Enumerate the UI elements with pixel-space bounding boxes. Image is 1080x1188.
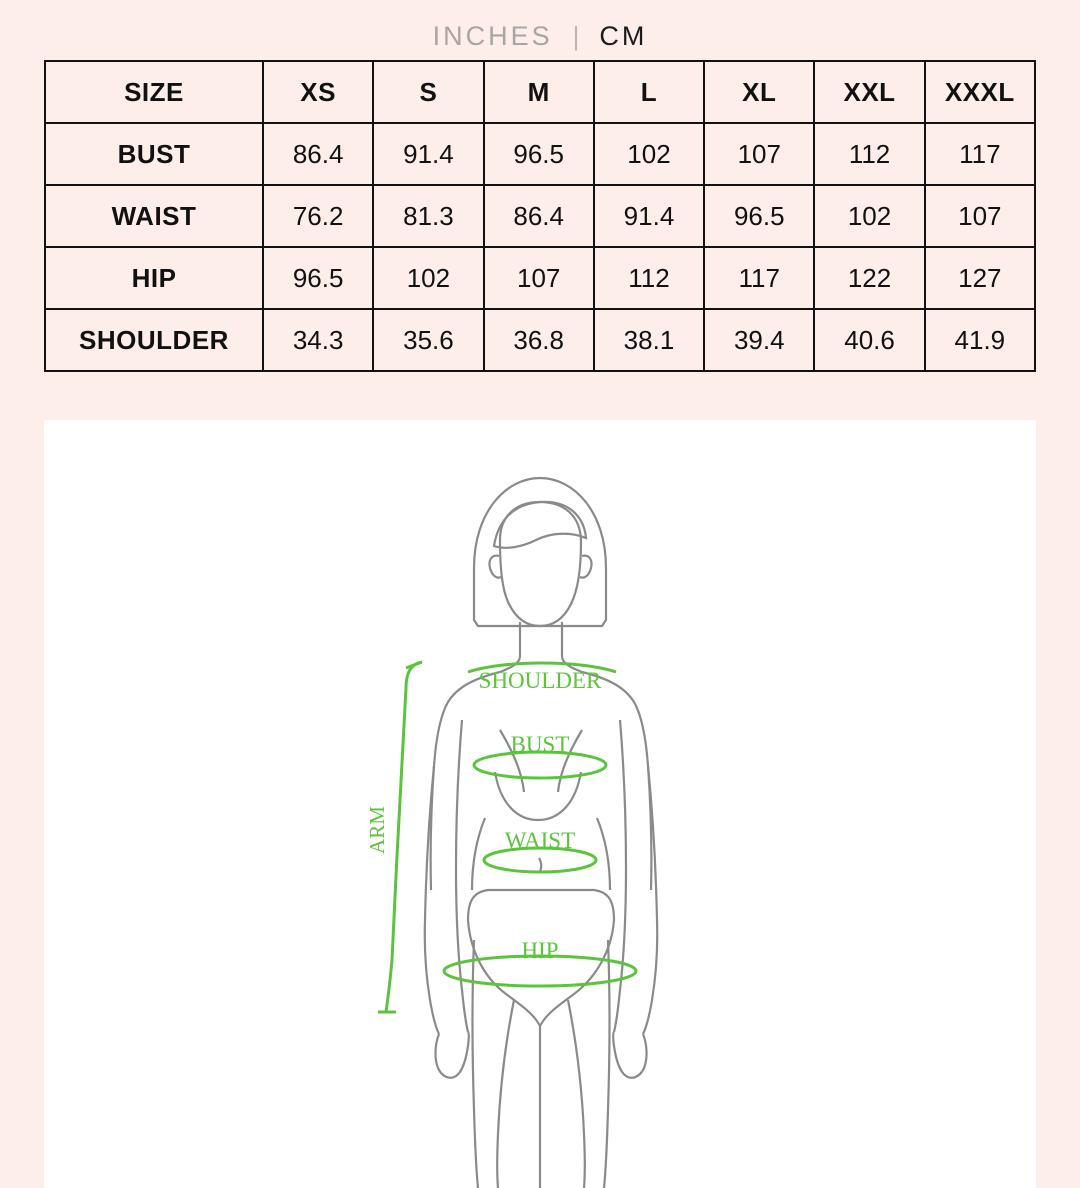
cell-shoulder-s: 35.6 xyxy=(373,309,483,371)
body-measurement-figure xyxy=(44,420,1036,1188)
header-xxl: XXL xyxy=(814,61,924,123)
cell-shoulder-xxxl: 41.9 xyxy=(925,309,1035,371)
cell-hip-xl: 117 xyxy=(704,247,814,309)
table-row xyxy=(45,185,1035,247)
cell-shoulder-xl: 39.4 xyxy=(704,309,814,371)
cell-hip-xxl: 122 xyxy=(814,247,924,309)
row-label-shoulder: SHOULDER xyxy=(45,309,263,371)
label-bust: BUST xyxy=(510,732,570,757)
cell-hip-l: 112 xyxy=(594,247,704,309)
header-s: S xyxy=(373,61,483,123)
cell-shoulder-xxl: 40.6 xyxy=(814,309,924,371)
row-label-waist: WAIST xyxy=(45,185,263,247)
cell-waist-s: 81.3 xyxy=(373,185,483,247)
cell-hip-xs: 96.5 xyxy=(263,247,373,309)
cell-waist-xl: 96.5 xyxy=(704,185,814,247)
cell-bust-xxl: 112 xyxy=(814,123,924,185)
cell-waist-m: 86.4 xyxy=(484,185,594,247)
table-row xyxy=(45,247,1035,309)
header-xxxl: XXXL xyxy=(925,61,1035,123)
arm-measure-line xyxy=(386,662,422,1012)
table-row xyxy=(45,123,1035,185)
cell-shoulder-m: 36.8 xyxy=(484,309,594,371)
cell-bust-m: 96.5 xyxy=(484,123,594,185)
table-row xyxy=(45,309,1035,371)
cell-bust-xxxl: 117 xyxy=(925,123,1035,185)
header-l: L xyxy=(594,61,704,123)
cell-bust-l: 102 xyxy=(594,123,704,185)
size-table xyxy=(44,60,1036,372)
header-xs: XS xyxy=(263,61,373,123)
cell-hip-m: 107 xyxy=(484,247,594,309)
unit-cm-option[interactable]: CM xyxy=(599,20,648,51)
row-label-bust: BUST xyxy=(45,123,263,185)
cell-bust-xl: 107 xyxy=(704,123,814,185)
header-xl: XL xyxy=(704,61,814,123)
label-shoulder: SHOULDER xyxy=(478,668,602,693)
cell-bust-s: 91.4 xyxy=(373,123,483,185)
cell-shoulder-l: 38.1 xyxy=(594,309,704,371)
row-label-hip: HIP xyxy=(45,247,263,309)
label-waist: WAIST xyxy=(504,828,576,853)
cell-waist-xs: 76.2 xyxy=(263,185,373,247)
unit-separator: | xyxy=(572,20,580,51)
header-size: SIZE xyxy=(45,61,263,123)
header-m: M xyxy=(484,61,594,123)
cell-waist-xxl: 102 xyxy=(814,185,924,247)
cell-waist-xxxl: 107 xyxy=(925,185,1035,247)
table-header-row xyxy=(45,61,1035,123)
cell-bust-xs: 86.4 xyxy=(263,123,373,185)
cell-hip-xxxl: 127 xyxy=(925,247,1035,309)
unit-inches-option[interactable]: INCHES xyxy=(432,20,553,51)
cell-waist-l: 91.4 xyxy=(594,185,704,247)
label-hip: HIP xyxy=(521,938,559,963)
cell-shoulder-xs: 34.3 xyxy=(263,309,373,371)
size-table-wrapper xyxy=(44,60,1036,372)
cell-hip-s: 102 xyxy=(373,247,483,309)
unit-toggle[interactable] xyxy=(0,0,1080,51)
label-arm: ARM xyxy=(365,806,389,854)
